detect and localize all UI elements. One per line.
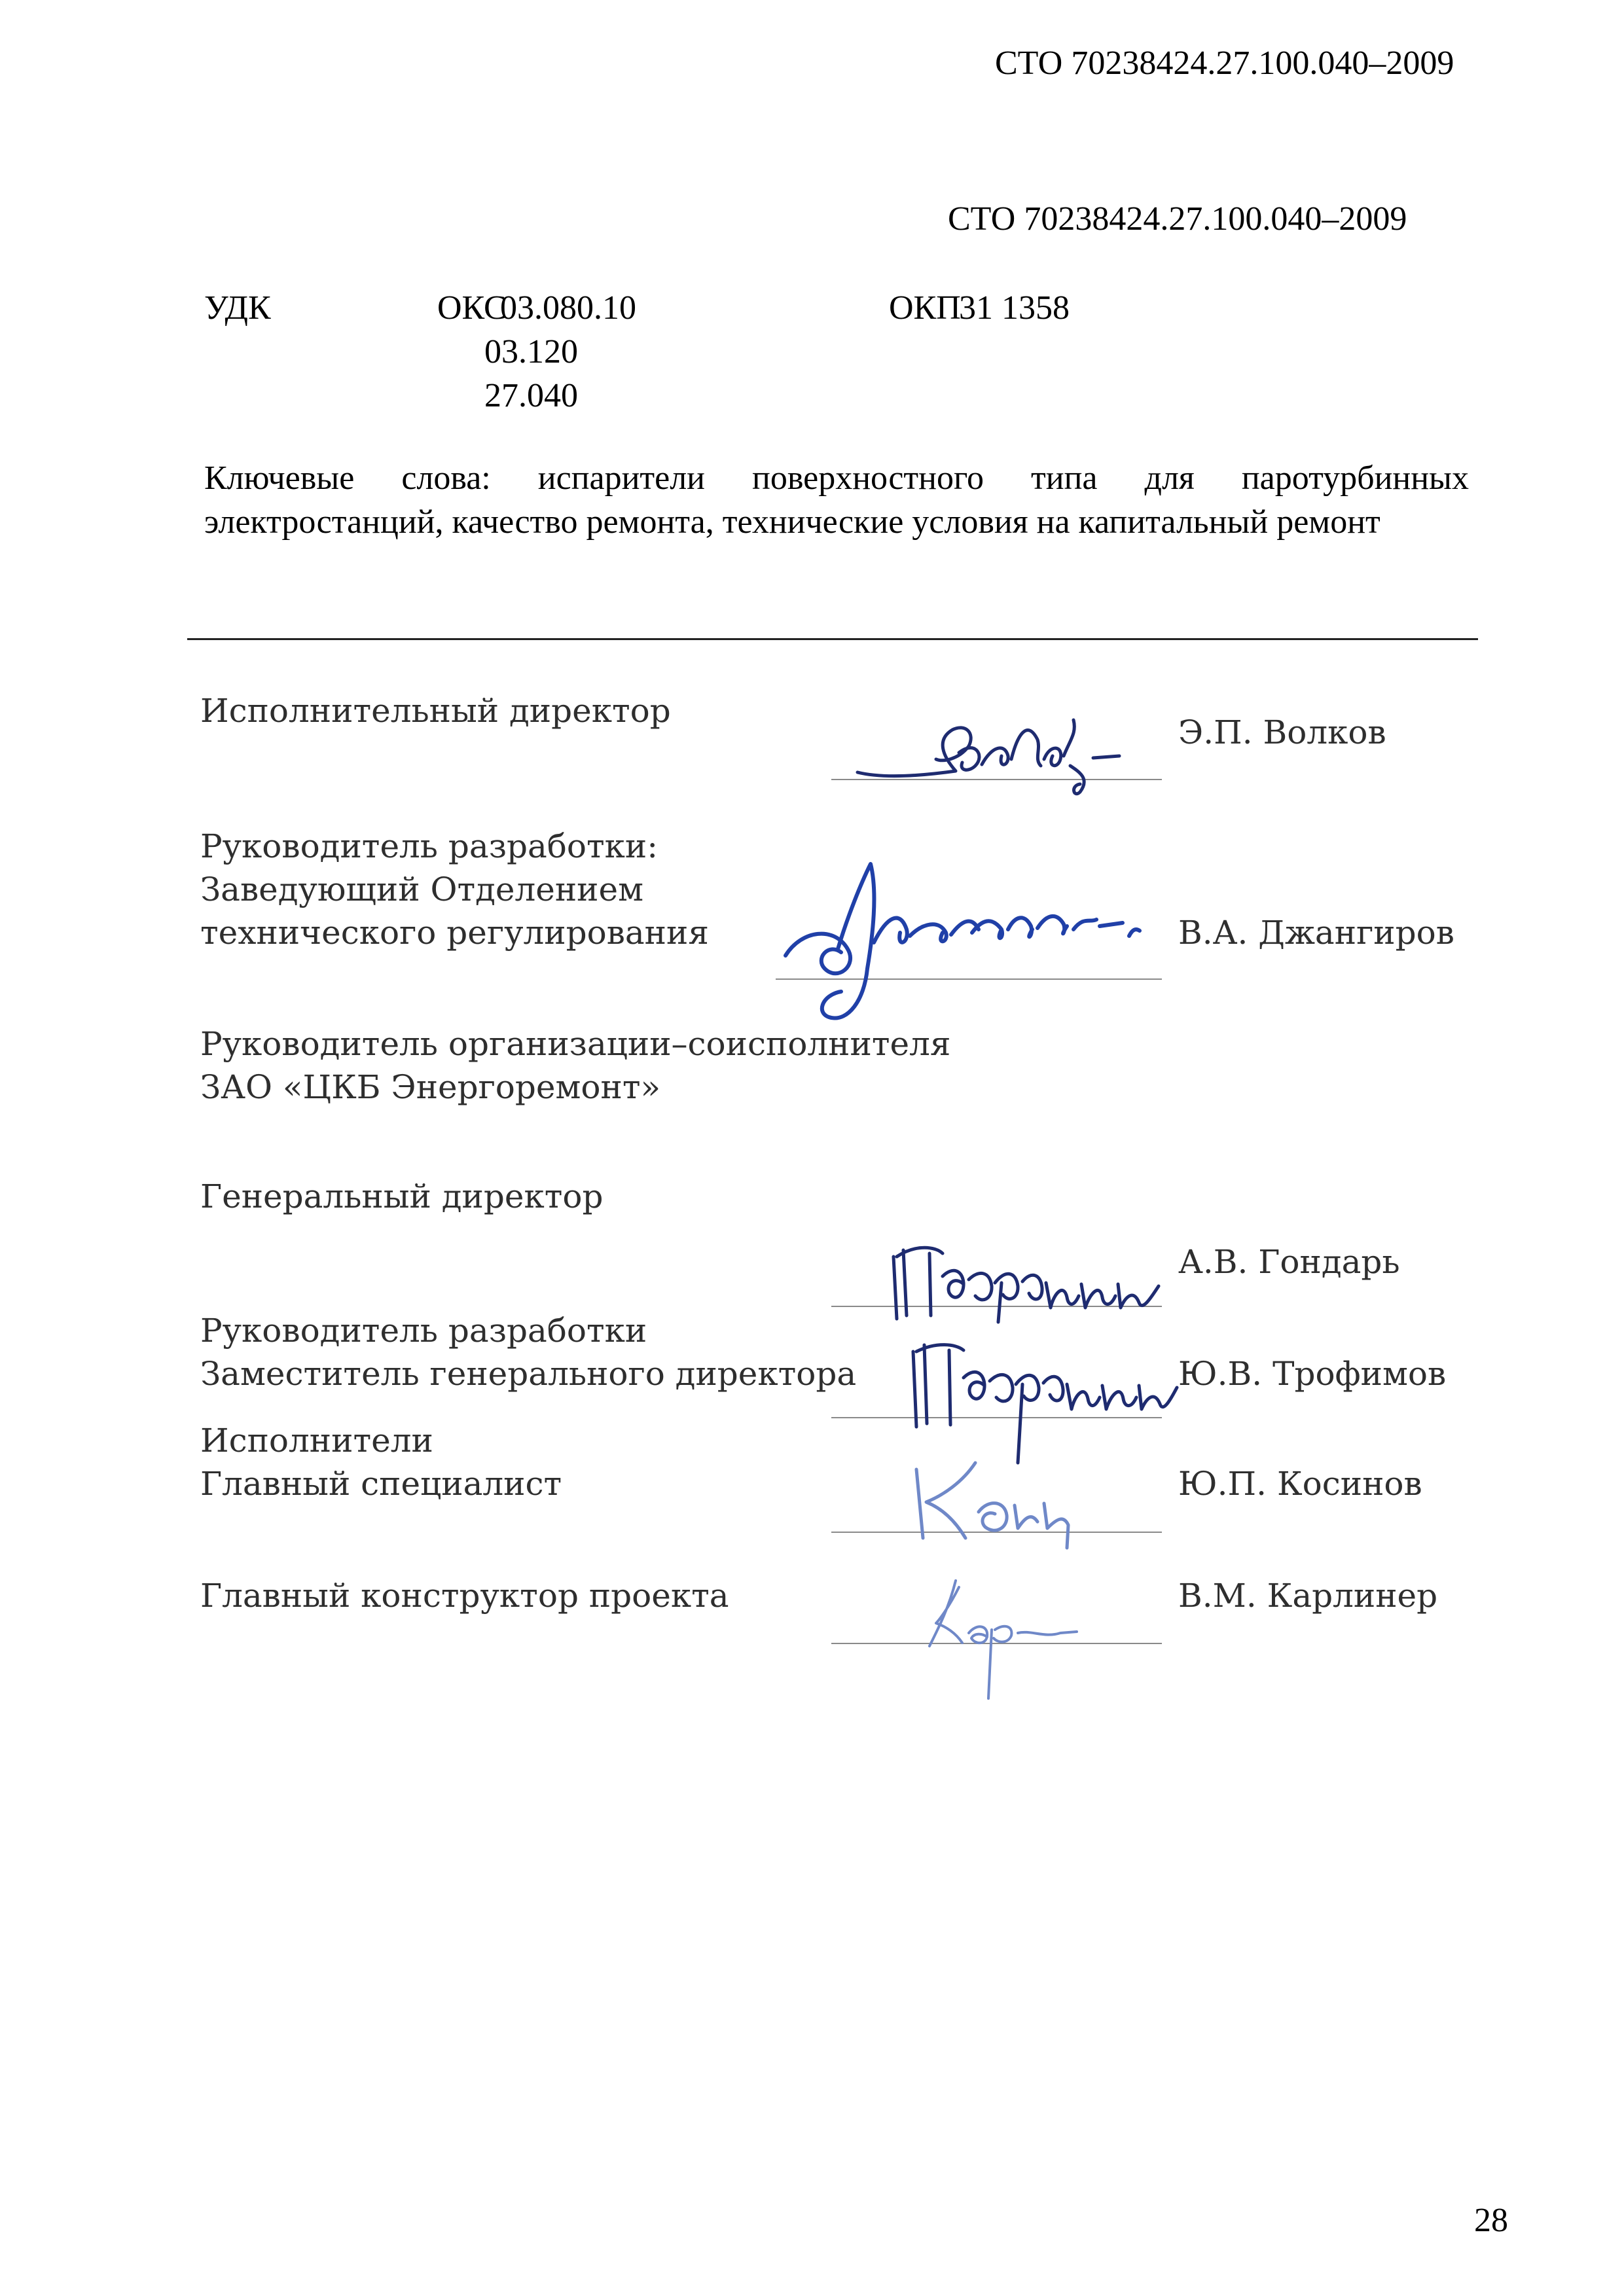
signatory-name: В.А. Джангиров bbox=[1178, 914, 1454, 952]
signatory-position-line: Руководитель разработки: bbox=[200, 827, 659, 865]
okp-code: 31 1358 bbox=[959, 289, 1070, 327]
signature-image bbox=[903, 1332, 1178, 1463]
signature-image bbox=[877, 1230, 1165, 1322]
signatory-position-line: Заместитель генерального директора bbox=[200, 1355, 857, 1393]
co-executor-line: ЗАО «ЦКБ Энергоремонт» bbox=[200, 1068, 661, 1106]
running-header-doc-code: СТО 70238424.27.100.040–2009 bbox=[995, 45, 1454, 82]
udk-label: УДК bbox=[204, 289, 271, 327]
signatory-name: А.В. Гондарь bbox=[1178, 1243, 1400, 1281]
signatory-position-line: Исполнители bbox=[200, 1422, 433, 1460]
signatory-position: Главный конструктор проекта bbox=[200, 1577, 729, 1615]
signatory-position-line: Главный специалист bbox=[200, 1465, 562, 1503]
signatory-position: Генеральный директор bbox=[200, 1177, 604, 1215]
okp-label: ОКП bbox=[889, 289, 961, 327]
oks-label: ОКС bbox=[437, 289, 507, 327]
section-divider bbox=[187, 638, 1478, 640]
signatory-position-line: Заведующий Отделением bbox=[200, 870, 643, 908]
oks-code: 03.120 bbox=[484, 333, 578, 370]
signatory-position: Исполнительный директор bbox=[200, 692, 671, 730]
signatory-name: Ю.В. Трофимов bbox=[1178, 1355, 1447, 1393]
signatory-name: В.М. Карлинер bbox=[1178, 1577, 1438, 1615]
signatory-name: Э.П. Волков bbox=[1178, 713, 1386, 751]
signatory-name: Ю.П. Косинов bbox=[1178, 1465, 1422, 1503]
signature-image bbox=[776, 851, 1162, 1028]
co-executor-line: Руководитель организации–соисполнителя bbox=[200, 1025, 951, 1063]
oks-code: 27.040 bbox=[484, 377, 578, 414]
page-number: 28 bbox=[1474, 2202, 1508, 2239]
document-code: СТО 70238424.27.100.040–2009 bbox=[948, 200, 1407, 238]
signature-image bbox=[903, 1568, 1113, 1705]
signature-image bbox=[903, 1456, 1100, 1554]
oks-code: 03.080.10 bbox=[500, 289, 636, 327]
signature-image bbox=[844, 694, 1152, 805]
signatory-position-line: Руководитель разработки bbox=[200, 1312, 647, 1350]
keywords-paragraph: Ключевые слова: испарители поверхностного типа для паротурбинных электростанций, качество ремонта, технические условия на капитальный ремонт bbox=[204, 459, 1469, 541]
signatory-position-line: технического регулирования bbox=[200, 914, 709, 952]
